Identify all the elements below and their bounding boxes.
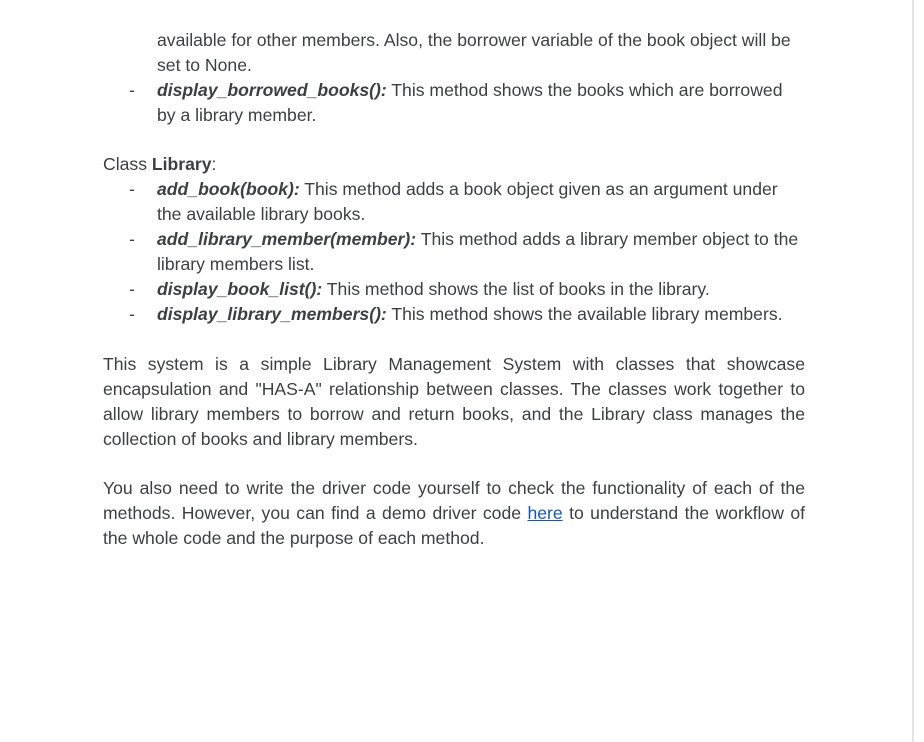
list-dash: - [129, 229, 135, 249]
driver-text-after: to understand the workflow of the whole code and the purpose of each method. [103, 503, 805, 548]
method-name: add_book(book): [157, 179, 300, 199]
list-item-add-library-member [103, 227, 805, 277]
method-name: display_library_members(): [157, 304, 387, 324]
class-heading-library [103, 152, 805, 177]
driver-code-paragraph [103, 476, 805, 551]
class-prefix: Class [103, 154, 152, 174]
method-description: This method shows the list of books in the library. [322, 279, 710, 299]
list-dash: - [129, 279, 135, 299]
list-item-add-book [103, 177, 805, 227]
list-dash: - [129, 304, 135, 324]
driver-text-before: You also need to write the driver code yourself to check the functionality of each of the methods. However, you can find a demo driver code [103, 478, 805, 523]
method-description: This method adds a library member object to the library members list. [157, 229, 799, 274]
method-description: This method adds a book object given as an argument under the available library books. [157, 179, 778, 224]
list-item-text: available for other members. Also, the borrower variable of the book object will be set to None. [157, 30, 791, 75]
method-name: display_borrowed_books(): [157, 80, 387, 100]
page-edge-divider [912, 0, 914, 742]
method-description: This method shows the books which are borrowed by a library member. [157, 80, 783, 125]
list-item-display-book-list [103, 277, 805, 302]
list-dash: - [129, 80, 135, 100]
class-name: Library [151, 154, 212, 174]
method-name: display_book_list(): [157, 279, 323, 299]
list-dash: - [129, 179, 135, 199]
document-body [103, 28, 805, 551]
method-description: This method shows the available library members. [386, 304, 783, 324]
list-item-continuation [103, 28, 805, 78]
class-suffix: : [211, 154, 217, 174]
demo-driver-code-link[interactable]: here [527, 503, 563, 523]
method-name: add_library_member(member): [157, 229, 417, 249]
list-item-display-borrowed-books [103, 78, 805, 128]
summary-paragraph: This system is a simple Library Management System with classes that showcase encapsulation and "HAS-A" relationship between classes. The classes work together to allow library members to borrow and return books, and the Library class manages the collection of books and library members. [103, 354, 805, 449]
list-item-display-library-members [103, 302, 805, 327]
